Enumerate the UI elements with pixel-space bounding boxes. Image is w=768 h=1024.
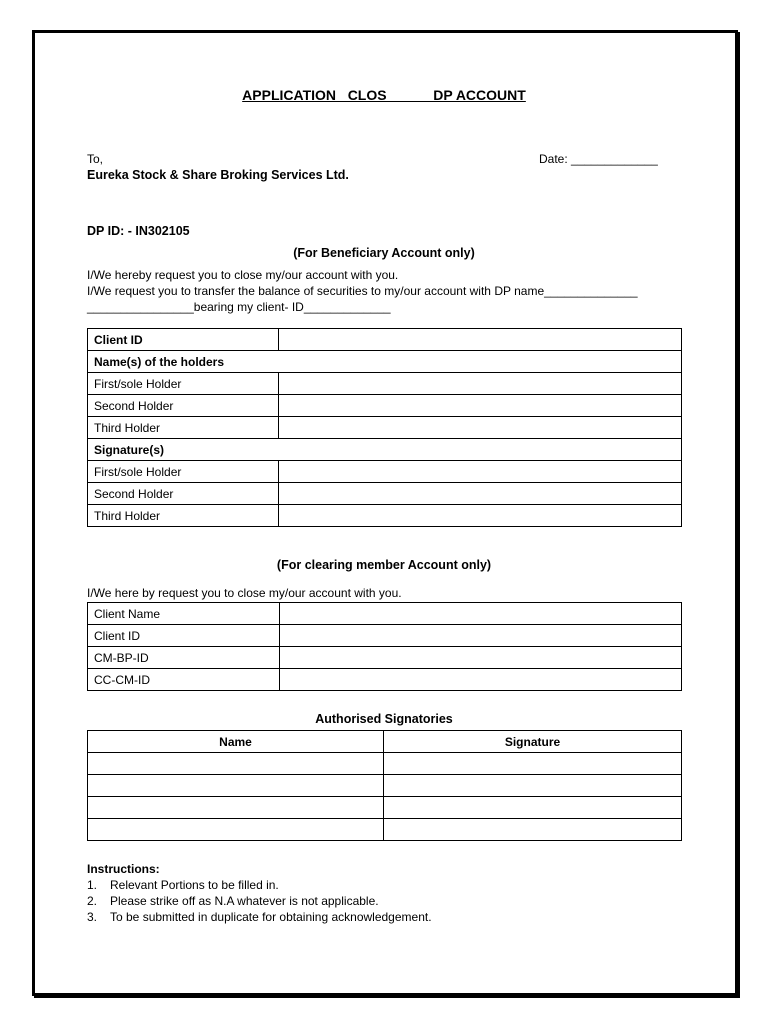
signatories-header-row: [88, 731, 682, 753]
row-label: Third Holder: [88, 417, 279, 439]
list-item: [87, 910, 432, 926]
table-row: [88, 439, 682, 461]
date-field: Date: _____________: [539, 152, 658, 166]
table-row: [88, 775, 682, 797]
row-label: Second Holder: [88, 395, 279, 417]
table-row: [88, 647, 682, 669]
signature-cell[interactable]: [384, 797, 682, 819]
table-row: [88, 625, 682, 647]
form-title: APPLICATION CLOS DP ACCOUNT: [242, 87, 526, 103]
table-row: [88, 753, 682, 775]
value-cell[interactable]: [279, 461, 682, 483]
col-signature-header: Signature: [384, 731, 682, 753]
value-cell[interactable]: [279, 395, 682, 417]
table-row: [88, 797, 682, 819]
col-name-header: Name: [88, 731, 384, 753]
table-row: [88, 669, 682, 691]
table-row: [88, 819, 682, 841]
row-label: Third Holder: [88, 505, 279, 527]
signature-cell[interactable]: [384, 775, 682, 797]
to-label: To,: [87, 152, 104, 166]
table-row: [88, 351, 682, 373]
company-name: Eureka Stock & Share Broking Services Ltd.: [87, 168, 349, 182]
value-cell[interactable]: [279, 373, 682, 395]
value-cell[interactable]: [279, 417, 682, 439]
signatories-table: [87, 730, 682, 841]
instructions-list: [87, 878, 432, 926]
item-number: 3.: [87, 910, 98, 924]
value-cell[interactable]: [279, 329, 682, 351]
table-row: [88, 461, 682, 483]
table-row: [88, 417, 682, 439]
table-row: [88, 603, 682, 625]
beneficiary-heading: (For Beneficiary Account only): [293, 246, 475, 260]
list-item: [87, 894, 432, 910]
signatories-heading: Authorised Signatories: [315, 712, 453, 726]
signature-cell[interactable]: [384, 819, 682, 841]
list-item: [87, 878, 432, 894]
row-label: CM-BP-ID: [88, 647, 280, 669]
value-cell[interactable]: [280, 603, 682, 625]
row-label: CC-CM-ID: [88, 669, 280, 691]
clearing-heading: (For clearing member Account only): [276, 558, 492, 572]
beneficiary-transfer-line: I/We request you to transfer the balance of securities to my/our account with DP name______________: [87, 284, 638, 298]
row-label: Client Name: [88, 603, 280, 625]
value-cell[interactable]: [280, 647, 682, 669]
beneficiary-request-line: I/We hereby request you to close my/our account with you.: [87, 268, 399, 282]
item-text: Please strike off as N.A whatever is not applicable.: [110, 894, 379, 908]
item-number: 2.: [87, 894, 98, 908]
table-row: [88, 395, 682, 417]
dp-id: DP ID: - IN302105: [87, 224, 190, 238]
item-number: 1.: [87, 878, 98, 892]
clearing-request-line: I/We here by request you to close my/our account with you.: [87, 586, 402, 600]
name-cell[interactable]: [88, 797, 384, 819]
beneficiary-client-id-line: ________________bearing my client- ID_____________: [87, 300, 391, 314]
beneficiary-table: [87, 328, 682, 527]
name-cell[interactable]: [88, 775, 384, 797]
signature-cell[interactable]: [384, 753, 682, 775]
row-label: First/sole Holder: [88, 373, 279, 395]
name-cell[interactable]: [88, 753, 384, 775]
item-text: Relevant Portions to be filled in.: [110, 878, 279, 892]
clearing-table: [87, 602, 682, 691]
value-cell[interactable]: [280, 669, 682, 691]
row-label: Client ID: [88, 625, 280, 647]
row-label: Name(s) of the holders: [88, 351, 682, 373]
row-label: Second Holder: [88, 483, 279, 505]
table-row: [88, 373, 682, 395]
table-row: [88, 329, 682, 351]
row-label: First/sole Holder: [88, 461, 279, 483]
name-cell[interactable]: [88, 819, 384, 841]
table-row: [88, 483, 682, 505]
row-label: Signature(s): [88, 439, 682, 461]
value-cell[interactable]: [279, 505, 682, 527]
row-label: Client ID: [88, 329, 279, 351]
item-text: To be submitted in duplicate for obtaining acknowledgement.: [110, 910, 432, 924]
instructions-heading: Instructions:: [87, 862, 160, 876]
value-cell[interactable]: [280, 625, 682, 647]
value-cell[interactable]: [279, 483, 682, 505]
table-row: [88, 505, 682, 527]
